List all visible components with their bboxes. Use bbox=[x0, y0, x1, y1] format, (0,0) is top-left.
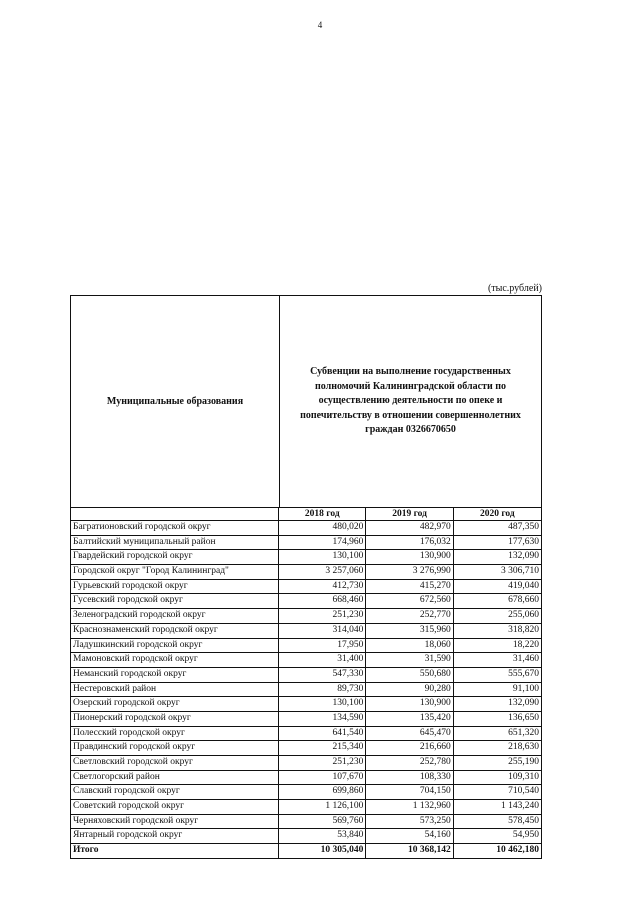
value-2020-cell: 255,190 bbox=[508, 757, 540, 767]
municipality-name-cell: Гвардейский городской округ bbox=[71, 550, 279, 564]
value-2020-cell: 255,060 bbox=[508, 610, 540, 621]
table-row bbox=[71, 668, 541, 683]
table-row bbox=[71, 815, 541, 830]
value-2018-cell: 412,730 bbox=[279, 580, 366, 594]
value-2018-cell: 31,400 bbox=[279, 653, 366, 667]
municipality-name-cell: Славский городской округ bbox=[71, 785, 279, 799]
value-2020-cell: 578,450 bbox=[508, 815, 540, 826]
table-row bbox=[71, 756, 541, 771]
table-row bbox=[71, 639, 541, 654]
table-row bbox=[71, 741, 541, 756]
value-2020-cell: 54,950 bbox=[512, 830, 540, 841]
value-2019-cell: 31,590 bbox=[366, 653, 453, 667]
table-row bbox=[71, 829, 541, 844]
table-header bbox=[71, 296, 541, 508]
table-row bbox=[71, 550, 541, 565]
value-2018-cell: 641,540 bbox=[279, 727, 366, 741]
table-row bbox=[71, 536, 541, 551]
table-row bbox=[71, 771, 541, 786]
table-row bbox=[71, 580, 541, 595]
value-2020-cell: 10 462,180 bbox=[496, 845, 540, 856]
table-row bbox=[71, 521, 541, 536]
table-row bbox=[71, 565, 541, 580]
column-header-subventions: Субвенции на выполнение государственных полномочий Калининградской области по осуществлению деятельности по опеке и попечительству в отношении совершеннолетних граждан 0326670650 bbox=[300, 366, 521, 436]
table-row bbox=[71, 609, 541, 624]
value-2019-cell: 252,780 bbox=[366, 756, 453, 770]
value-2018-cell: 251,230 bbox=[279, 756, 366, 770]
value-2019-cell: 672,560 bbox=[366, 594, 453, 608]
municipality-name-cell: Полесский городской округ bbox=[71, 727, 279, 741]
value-2019-cell: 90,280 bbox=[366, 683, 453, 697]
value-2019-cell: 54,160 bbox=[366, 829, 453, 843]
value-2019-cell: 415,270 bbox=[366, 580, 453, 594]
value-2018-cell: 130,100 bbox=[279, 697, 366, 711]
value-2019-cell: 130,900 bbox=[366, 697, 453, 711]
value-2020-cell: 218,630 bbox=[508, 742, 540, 753]
value-2019-cell: 252,770 bbox=[366, 609, 453, 623]
subvention-table bbox=[70, 295, 542, 859]
municipality-name-cell: Городской округ "Город Калининград" bbox=[71, 565, 279, 579]
municipality-name-cell: Ладушкинский городской округ bbox=[71, 639, 279, 653]
units-label: (тыс.рублей) bbox=[487, 283, 542, 294]
table-row bbox=[71, 683, 541, 698]
municipality-name-cell: Янтарный городской округ bbox=[71, 829, 279, 843]
value-2020-cell: 318,820 bbox=[508, 624, 540, 635]
table-row bbox=[71, 653, 541, 668]
value-2020-cell: 109,310 bbox=[508, 771, 540, 782]
municipality-name-cell: Черняховский городской округ bbox=[71, 815, 279, 829]
municipality-name-cell: Балтийский муниципальный район bbox=[71, 536, 279, 550]
value-2019-cell: 18,060 bbox=[366, 639, 453, 653]
value-2018-cell: 3 257,060 bbox=[279, 565, 366, 579]
table-body bbox=[71, 521, 541, 858]
value-2020-cell: 18,220 bbox=[512, 639, 540, 650]
value-2018-cell: 107,670 bbox=[279, 771, 366, 785]
value-2020-cell: 3 306,710 bbox=[501, 566, 540, 577]
value-2020-cell: 651,320 bbox=[508, 727, 540, 738]
municipality-name-cell: Мамоновский городской округ bbox=[71, 653, 279, 667]
value-2020-cell: 555,670 bbox=[508, 668, 540, 679]
municipality-name-cell: Правдинский городской округ bbox=[71, 741, 279, 755]
municipality-name-cell: Озерский городской округ bbox=[71, 697, 279, 711]
municipality-name-cell: Нестеровский район bbox=[71, 683, 279, 697]
value-2019-cell: 704,150 bbox=[366, 785, 453, 799]
value-2020-cell: 177,630 bbox=[508, 536, 540, 547]
table-row bbox=[71, 594, 541, 609]
value-2020-cell: 132,090 bbox=[508, 698, 540, 709]
municipality-name-cell: Зеленоградский городской округ bbox=[71, 609, 279, 623]
value-2018-cell: 174,960 bbox=[279, 536, 366, 550]
value-2018-cell: 130,100 bbox=[279, 550, 366, 564]
value-2018-cell: 89,730 bbox=[279, 683, 366, 697]
value-2018-cell: 668,460 bbox=[279, 594, 366, 608]
municipality-name-cell: Краснознаменский городской округ bbox=[71, 624, 279, 638]
value-2020-cell: 136,650 bbox=[508, 712, 540, 723]
value-2018-cell: 699,860 bbox=[279, 785, 366, 799]
value-2019-cell: 573,250 bbox=[366, 815, 453, 829]
value-2019-cell: 130,900 bbox=[366, 550, 453, 564]
value-2019-cell: 1 132,960 bbox=[366, 800, 453, 814]
table-row bbox=[71, 727, 541, 742]
table-row bbox=[71, 712, 541, 727]
year-header-blank bbox=[71, 508, 279, 520]
value-2019-cell: 10 368,142 bbox=[366, 844, 453, 858]
table-row bbox=[71, 624, 541, 639]
municipality-name-cell: Советский городской округ bbox=[71, 800, 279, 814]
year-header-row bbox=[71, 508, 541, 521]
municipality-name-cell: Итого bbox=[71, 844, 279, 858]
table-row bbox=[71, 785, 541, 800]
year-header-2020: 2020 год bbox=[479, 509, 515, 519]
value-2020-cell: 678,660 bbox=[508, 595, 540, 606]
value-2019-cell: 176,032 bbox=[366, 536, 453, 550]
value-2020-cell: 710,540 bbox=[508, 786, 540, 797]
municipality-name-cell: Гусевский городской округ bbox=[71, 594, 279, 608]
municipality-name-cell: Неманский городской округ bbox=[71, 668, 279, 682]
value-2018-cell: 569,760 bbox=[279, 815, 366, 829]
value-2018-cell: 1 126,100 bbox=[279, 800, 366, 814]
value-2018-cell: 314,040 bbox=[279, 624, 366, 638]
table-row bbox=[71, 697, 541, 712]
value-2018-cell: 53,840 bbox=[279, 829, 366, 843]
value-2019-cell: 315,960 bbox=[366, 624, 453, 638]
value-2019-cell: 216,660 bbox=[366, 741, 453, 755]
municipality-name-cell: Светлогорский район bbox=[71, 771, 279, 785]
municipality-name-cell: Светловский городской округ bbox=[71, 756, 279, 770]
municipality-name-cell: Гурьевский городской округ bbox=[71, 580, 279, 594]
year-header-2019: 2019 год bbox=[366, 508, 453, 520]
value-2020-cell: 487,350 bbox=[508, 522, 540, 532]
value-2020-cell: 1 143,240 bbox=[501, 801, 540, 812]
value-2018-cell: 251,230 bbox=[279, 609, 366, 623]
value-2020-cell: 31,460 bbox=[512, 654, 540, 665]
value-2019-cell: 645,470 bbox=[366, 727, 453, 741]
value-2019-cell: 135,420 bbox=[366, 712, 453, 726]
value-2019-cell: 3 276,990 bbox=[366, 565, 453, 579]
value-2018-cell: 17,950 bbox=[279, 639, 366, 653]
value-2020-cell: 91,100 bbox=[512, 683, 540, 694]
value-2020-cell: 419,040 bbox=[508, 580, 540, 591]
value-2018-cell: 547,330 bbox=[279, 668, 366, 682]
value-2019-cell: 550,680 bbox=[366, 668, 453, 682]
page-number: 4 bbox=[317, 20, 323, 30]
value-2018-cell: 10 305,040 bbox=[279, 844, 366, 858]
year-header-2018: 2018 год bbox=[279, 508, 366, 520]
value-2018-cell: 215,340 bbox=[279, 741, 366, 755]
value-2018-cell: 480,020 bbox=[279, 521, 366, 535]
value-2019-cell: 482,970 bbox=[366, 521, 453, 535]
total-row bbox=[71, 844, 541, 858]
value-2020-cell: 132,090 bbox=[508, 551, 540, 562]
municipality-name-cell: Багратионовский городской округ bbox=[71, 521, 279, 535]
value-2019-cell: 108,330 bbox=[366, 771, 453, 785]
column-header-municipalities: Муниципальные образования bbox=[71, 296, 280, 507]
municipality-name-cell: Пионерский городской округ bbox=[71, 712, 279, 726]
table-row bbox=[71, 800, 541, 815]
value-2018-cell: 134,590 bbox=[279, 712, 366, 726]
